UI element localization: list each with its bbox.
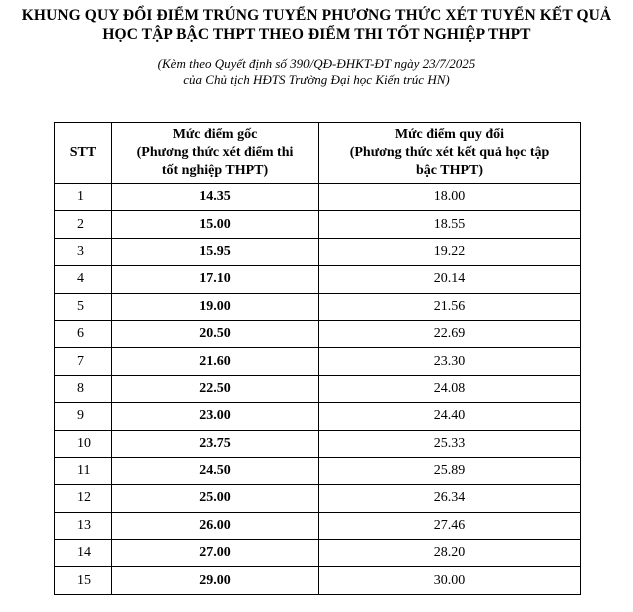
cell-original-score: 26.00 — [112, 512, 319, 539]
cell-converted-score: 24.08 — [319, 375, 581, 402]
table-row — [55, 540, 581, 567]
cell-converted-score: 30.00 — [319, 567, 581, 594]
header-converted-line-1: Mức điểm quy đổi — [394, 127, 505, 142]
cell-original-score: 19.00 — [112, 293, 319, 320]
cell-converted-score: 28.20 — [319, 540, 581, 567]
cell-stt: 7 — [55, 348, 112, 375]
cell-stt: 6 — [55, 320, 112, 347]
table-row — [55, 403, 581, 430]
cell-original-score: 27.00 — [112, 540, 319, 567]
cell-stt: 5 — [55, 293, 112, 320]
table-row — [55, 184, 581, 211]
table-row — [55, 485, 581, 512]
cell-original-score: 15.00 — [112, 211, 319, 238]
cell-original-score: 29.00 — [112, 567, 319, 594]
header-converted-line-2: (Phương thức xét kết quả học tập — [349, 145, 550, 160]
cell-original-score: 22.50 — [112, 375, 319, 402]
cell-original-score: 20.50 — [112, 320, 319, 347]
cell-converted-score: 18.55 — [319, 211, 581, 238]
table-header-row — [55, 123, 581, 184]
cell-stt: 10 — [55, 430, 112, 457]
table-row — [55, 238, 581, 265]
cell-stt: 14 — [55, 540, 112, 567]
title-line-1: KHUNG QUY ĐỔI ĐIỂM TRÚNG TUYỂN PHƯƠNG THỨC XÉT TUYỂN KẾT QUẢ — [21, 7, 612, 24]
table-row — [55, 457, 581, 484]
cell-converted-score: 25.33 — [319, 430, 581, 457]
cell-original-score: 15.95 — [112, 238, 319, 265]
table-row — [55, 512, 581, 539]
cell-original-score: 14.35 — [112, 184, 319, 211]
cell-converted-score: 19.22 — [319, 238, 581, 265]
table-row — [55, 348, 581, 375]
title-line-2: HỌC TẬP BẬC THPT THEO ĐIỂM THI TỐT NGHIỆP THPT — [102, 26, 531, 43]
conversion-table — [54, 122, 581, 595]
cell-converted-score: 26.34 — [319, 485, 581, 512]
table-row — [55, 430, 581, 457]
document-subtitle — [0, 56, 633, 88]
cell-converted-score: 21.56 — [319, 293, 581, 320]
cell-converted-score: 20.14 — [319, 266, 581, 293]
cell-converted-score: 24.40 — [319, 403, 581, 430]
cell-stt: 12 — [55, 485, 112, 512]
table-row — [55, 567, 581, 594]
cell-converted-score: 18.00 — [319, 184, 581, 211]
cell-original-score: 23.75 — [112, 430, 319, 457]
cell-stt: 2 — [55, 211, 112, 238]
cell-converted-score: 22.69 — [319, 320, 581, 347]
cell-converted-score: 27.46 — [319, 512, 581, 539]
header-original-line-2: (Phương thức xét điểm thi — [136, 145, 294, 160]
cell-converted-score: 23.30 — [319, 348, 581, 375]
cell-original-score: 23.00 — [112, 403, 319, 430]
header-original-line-3: tốt nghiệp THPT) — [161, 163, 269, 178]
cell-stt: 15 — [55, 567, 112, 594]
cell-converted-score: 25.89 — [319, 457, 581, 484]
header-original-line-1: Mức điểm gốc — [172, 127, 258, 142]
document-title — [0, 6, 633, 44]
cell-stt: 9 — [55, 403, 112, 430]
table-row — [55, 266, 581, 293]
cell-stt: 4 — [55, 266, 112, 293]
cell-original-score: 21.60 — [112, 348, 319, 375]
header-converted-line-3: bậc THPT) — [415, 163, 484, 178]
header-stt: STT — [55, 123, 112, 184]
cell-original-score: 17.10 — [112, 266, 319, 293]
header-original-score — [112, 123, 319, 184]
table-row — [55, 293, 581, 320]
cell-stt: 8 — [55, 375, 112, 402]
subtitle-line-2: của Chủ tịch HĐTS Trường Đại học Kiến trúc HN) — [183, 72, 450, 87]
cell-stt: 11 — [55, 457, 112, 484]
table-row — [55, 320, 581, 347]
cell-original-score: 24.50 — [112, 457, 319, 484]
cell-stt: 3 — [55, 238, 112, 265]
header-converted-score — [319, 123, 581, 184]
cell-stt: 1 — [55, 184, 112, 211]
table-row — [55, 375, 581, 402]
subtitle-line-1: (Kèm theo Quyết định số 390/QĐ-ĐHKT-ĐT ngày 23/7/2025 — [157, 56, 476, 71]
cell-stt: 13 — [55, 512, 112, 539]
cell-original-score: 25.00 — [112, 485, 319, 512]
table-row — [55, 211, 581, 238]
